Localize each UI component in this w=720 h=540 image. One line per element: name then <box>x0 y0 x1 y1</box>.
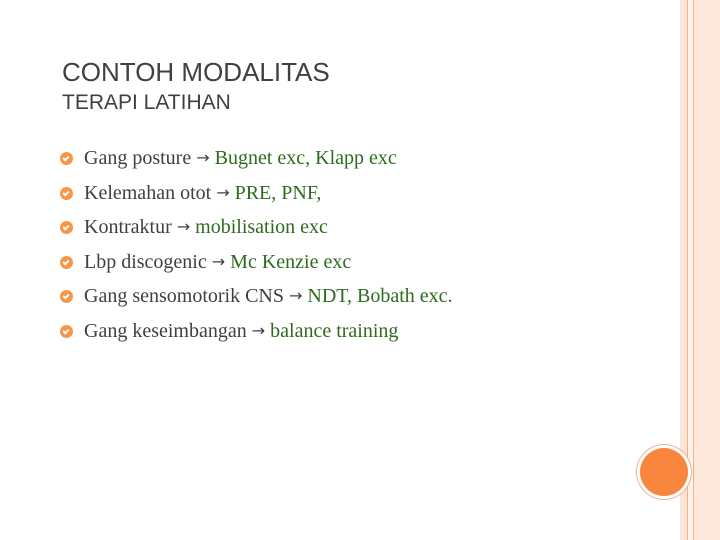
arrow-icon: → <box>289 286 303 306</box>
arrow-icon: → <box>196 148 210 167</box>
bullet-check-icon <box>60 256 73 269</box>
bullet-check-icon <box>60 290 73 303</box>
arrow-icon: → <box>216 182 230 202</box>
bullet-term: Kontraktur <box>84 216 172 239</box>
bullet-item <box>60 144 453 179</box>
title-line-2: TERAPI LATIHAN <box>62 91 231 114</box>
decorative-stripe <box>694 0 720 540</box>
bullet-check-icon <box>60 325 73 338</box>
bullet-list <box>60 144 453 352</box>
bullet-result: NDT, Bobath exc. <box>307 285 453 308</box>
arrow-icon: → <box>251 320 266 340</box>
bullet-item <box>60 317 453 352</box>
bullet-item <box>60 282 453 317</box>
bullet-term: Gang posture <box>84 147 192 169</box>
bullet-check-icon <box>60 187 73 200</box>
bullet-term: Gang sensomotorik CNS <box>84 285 284 308</box>
bullet-result: Mc Kenzie exc <box>230 250 352 273</box>
bullet-term: Kelemahan otot <box>84 181 212 204</box>
bullet-term: Gang keseimbangan <box>84 319 247 342</box>
title-line-1: CONTOH MODALITAS <box>62 57 330 87</box>
arrow-icon: → <box>176 217 191 237</box>
bullet-result: balance training <box>270 319 399 342</box>
bullet-check-icon <box>60 221 73 234</box>
bullet-result: PRE, PNF, <box>234 181 322 204</box>
bullet-term: Lbp discogenic <box>84 250 207 273</box>
bullet-check-icon <box>60 152 73 165</box>
bullet-result: Bugnet exc, Klapp exc <box>214 147 397 169</box>
bullet-item <box>60 179 453 214</box>
slide-title <box>62 56 330 116</box>
bullet-result: mobilisation exc <box>195 216 328 239</box>
arrow-icon: → <box>211 251 226 271</box>
bullet-item <box>60 213 453 248</box>
decorative-circle <box>640 448 688 496</box>
bullet-item <box>60 248 453 283</box>
